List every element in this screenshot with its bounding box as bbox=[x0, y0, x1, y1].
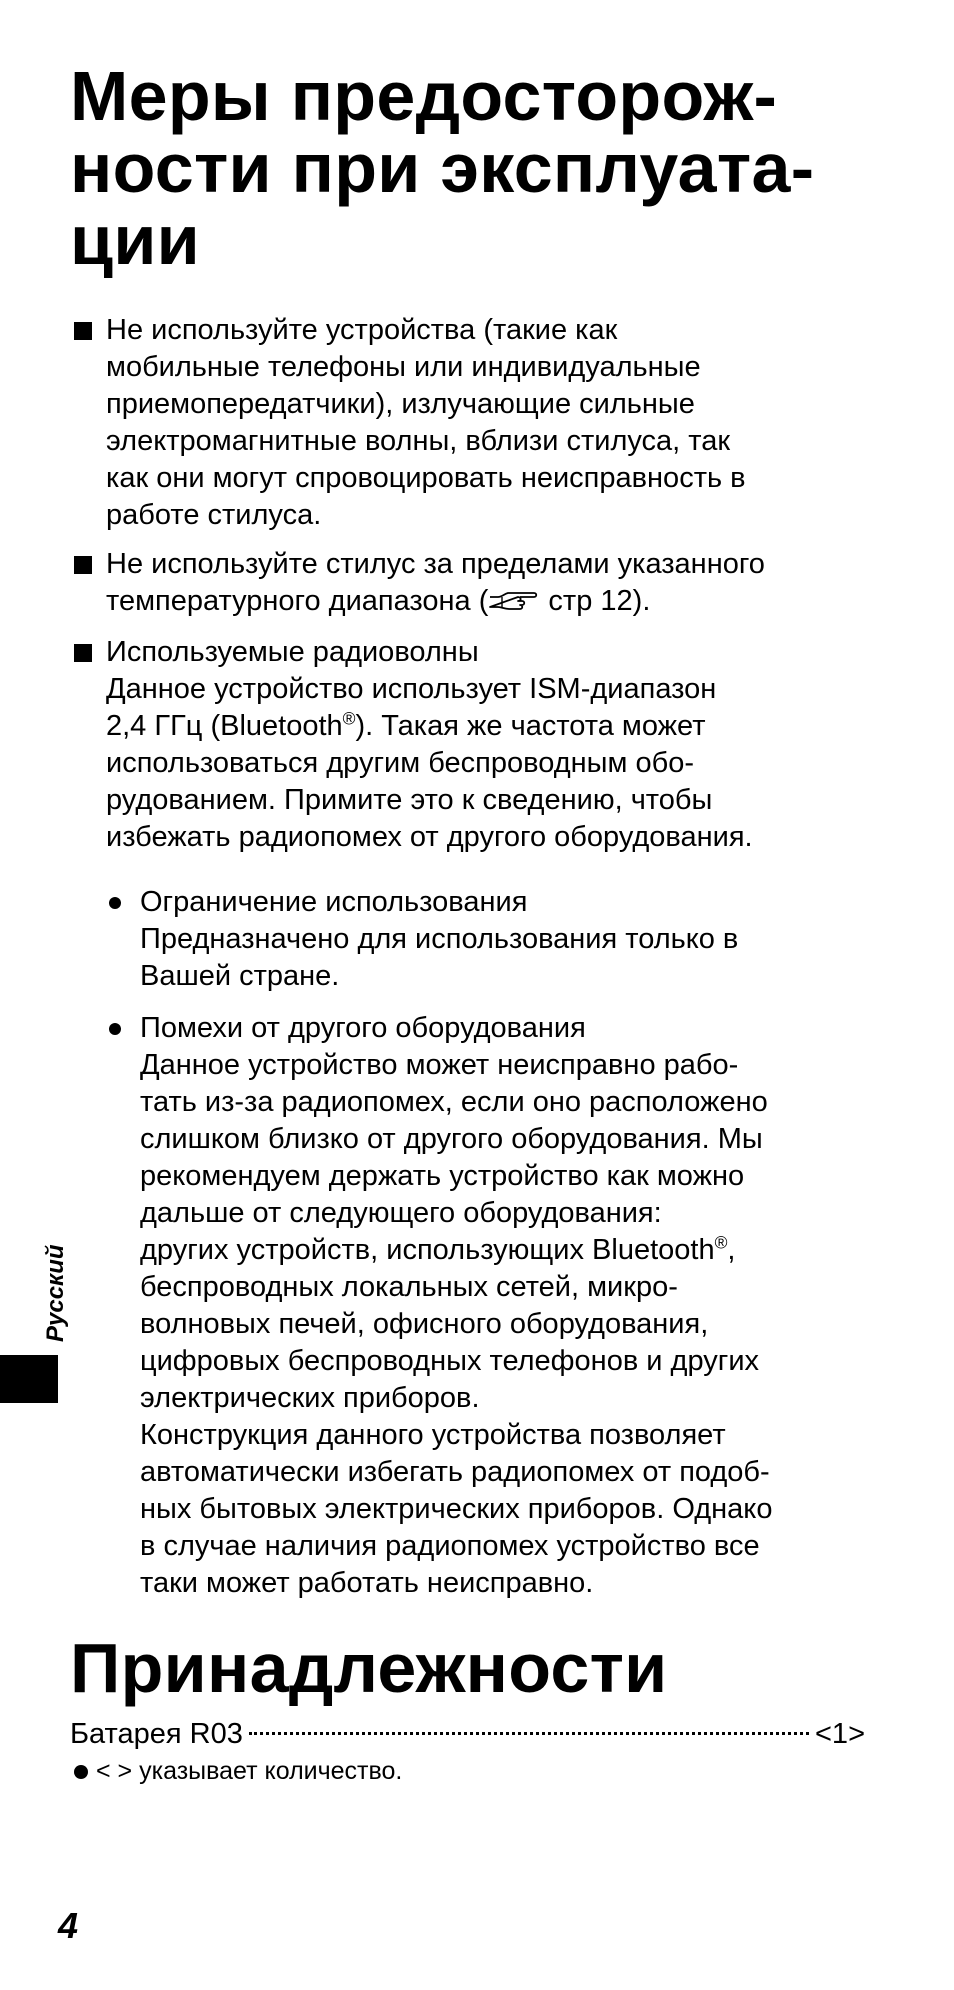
accessory-row bbox=[70, 1716, 865, 1753]
language-tab-label: Русский bbox=[42, 1244, 69, 1342]
round-bullet-icon bbox=[74, 1765, 88, 1779]
text-line bbox=[106, 708, 890, 745]
text-line bbox=[140, 1232, 890, 1269]
square-bullet-icon bbox=[74, 644, 92, 662]
precaution-item-radio-waves bbox=[70, 634, 890, 856]
text-line: автоматически избегать радиопомех от подоб- bbox=[140, 1456, 770, 1488]
text-line: Предназначено для использования только в bbox=[140, 923, 739, 955]
text-line: слишком близко от другого оборудования. Мы bbox=[140, 1123, 763, 1155]
text-line: дальше от следующего оборудования: bbox=[140, 1197, 662, 1229]
text-line: электрических приборов. bbox=[140, 1382, 480, 1414]
sub-item-usage-restriction bbox=[105, 884, 890, 995]
text-line: избежать радиопомех от другого оборудования. bbox=[106, 821, 753, 853]
dot-leader bbox=[249, 1732, 809, 1735]
note-text: < > указывает количество. bbox=[96, 1757, 403, 1785]
text-fragment: , bbox=[727, 1234, 736, 1266]
text-line: в случае наличия радиопомех устройство все bbox=[140, 1530, 760, 1562]
text-line: Данное устройство использует ISM-диапазон bbox=[106, 673, 717, 705]
text-line: волновых печей, офисного оборудования, bbox=[140, 1308, 709, 1340]
section-title-precautions bbox=[70, 57, 910, 279]
text-line: таки может работать неисправно. bbox=[140, 1567, 594, 1599]
text-line: мобильные телефоны или индивидуальные bbox=[106, 351, 701, 383]
section-title-accessories: Принадлежности bbox=[70, 1629, 668, 1707]
sub-item-interference bbox=[105, 1010, 890, 1602]
text-line: Данное устройство может неисправно рабо- bbox=[140, 1049, 739, 1081]
accessory-quantity: <1> bbox=[815, 1718, 865, 1750]
precaution-item-em-waves bbox=[70, 312, 890, 534]
item-heading: Используемые радиоволны bbox=[106, 636, 479, 668]
text-line: беспроводных локальных сетей, микро- bbox=[140, 1271, 678, 1303]
text-fragment: 2,4 ГГц (Bluetooth bbox=[106, 710, 343, 742]
square-bullet-icon bbox=[74, 322, 92, 340]
text-fragment: стр 12). bbox=[540, 585, 651, 617]
registered-mark: ® bbox=[342, 708, 356, 729]
text-line: работе стилуса. bbox=[106, 499, 322, 531]
square-bullet-icon bbox=[74, 556, 92, 574]
title-line: Меры предосторож- bbox=[70, 57, 778, 135]
text-line: электромагнитные волны, вблизи стилуса, так bbox=[106, 425, 731, 457]
accessory-name: Батарея R03 bbox=[70, 1718, 243, 1750]
language-tab-marker bbox=[0, 1355, 58, 1403]
round-bullet-icon bbox=[109, 897, 121, 909]
text-line: ных бытовых электрических приборов. Однако bbox=[140, 1493, 773, 1525]
registered-mark: ® bbox=[714, 1232, 728, 1253]
text-line: Конструкция данного устройства позволяет bbox=[140, 1419, 726, 1451]
text-fragment: ). Такая же частота может bbox=[355, 710, 706, 742]
item-heading: Помехи от другого оборудования bbox=[140, 1012, 586, 1044]
text-line: цифровых беспроводных телефонов и других bbox=[140, 1345, 760, 1377]
text-line: Вашей стране. bbox=[140, 960, 340, 992]
text-fragment: других устройств, использующих Bluetooth bbox=[140, 1234, 715, 1266]
title-line: ности при эксплуата- bbox=[70, 129, 815, 207]
text-line: использоваться другим беспроводным обо- bbox=[106, 747, 694, 779]
text-line: Не используйте стилус за пределами указанного bbox=[106, 548, 765, 580]
text-line: как они могут спровоцировать неисправность в bbox=[106, 462, 746, 494]
pointing-hand-icon bbox=[488, 587, 540, 624]
text-line: рудованием. Примите это к сведению, чтобы bbox=[106, 784, 713, 816]
quantity-note bbox=[74, 1756, 402, 1786]
round-bullet-icon bbox=[109, 1023, 121, 1035]
text-line: Не используйте устройства (такие как bbox=[106, 314, 618, 346]
text-line: тать из-за радиопомех, если оно расположено bbox=[140, 1086, 768, 1118]
page-number: 4 bbox=[58, 1905, 79, 1946]
text-line bbox=[106, 583, 890, 624]
item-heading: Ограничение использования bbox=[140, 886, 528, 918]
precaution-item-temperature bbox=[70, 546, 890, 624]
title-line: ции bbox=[70, 201, 200, 279]
text-line: рекомендуем держать устройство как можно bbox=[140, 1160, 745, 1192]
text-fragment: температурного диапазона ( bbox=[106, 585, 489, 617]
text-line: приемопередатчики), излучающие сильные bbox=[106, 388, 695, 420]
